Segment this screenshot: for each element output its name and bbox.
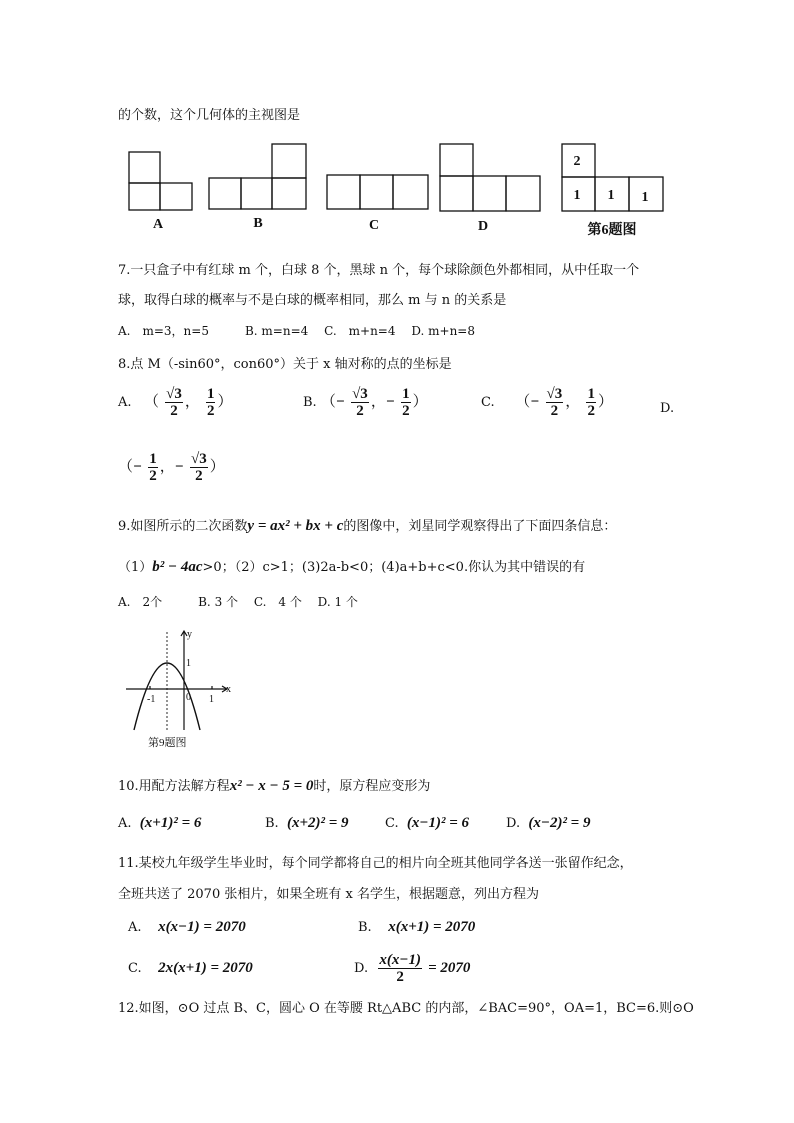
- q9-caption: 第9题图: [148, 737, 187, 749]
- q6-option-c: C: [368, 218, 380, 233]
- q8-option-b: B. （− $\frac{√3}{2}$ ，− $\frac{1}{2}$ ）: [303, 386, 428, 419]
- q9-tick-1: 1: [186, 658, 191, 669]
- q6-option-a: A: [152, 217, 164, 232]
- q6-option-b: B: [253, 216, 263, 231]
- q11-option-a: A. x(x−1) = 2070: [128, 919, 246, 935]
- q8-option-d: （− $\frac{1}{2}$ ，− $\frac{√3}{2}$ ）: [118, 451, 225, 484]
- q11-line2: 全班共送了 2070 张相片，如果全班有 x 名学生，根据题意，列出方程为: [118, 887, 539, 902]
- q9-options: A. 2个 B. 3 个 C. 4 个 D. 1 个: [118, 595, 358, 609]
- q6-figures: [0, 136, 794, 276]
- q7-options: A. m=3，n=5 B. m=n=4 C. m+n=4 D. m+n=8: [118, 324, 475, 338]
- q7-line1: 7.一只盒子中有红球 m 个，白球 8 个，黑球 n 个，每个球除颜色外都相同，从中任取一个: [118, 263, 640, 278]
- q9-conditions: （1）b² − 4ac>0；（2）c>1；(3)2a-b<0；(4)a+b+c<0.你认为其中错误的有: [118, 559, 586, 575]
- q6-option-d: D: [477, 219, 489, 234]
- q11-option-b: B. x(x+1) = 2070: [358, 919, 476, 935]
- q6-top-number: 1: [573, 188, 581, 203]
- q9-origin: 0: [186, 692, 191, 703]
- q10-option-b: B. (x+2)² = 9: [265, 815, 349, 831]
- q10-stem: 10.用配方法解方程x² − x − 5 = 0时，原方程应变形为: [118, 778, 431, 794]
- q6-stem-tail: 的个数，这个几何体的主视图是: [118, 108, 301, 123]
- q9-x-label: x: [226, 684, 231, 695]
- q8-option-d-label: D.: [660, 401, 675, 416]
- q7-line2: 球，取得白球的概率与不是白球的概率相同，那么 m 与 n 的关系是: [118, 293, 507, 308]
- q6-top-number: 1: [641, 190, 649, 205]
- q9-tick-neg1: -1: [147, 694, 156, 705]
- q12-line1: 12.如图，⊙O 过点 B、C，圆心 O 在等腰 Rt△ABC 的内部，∠BAC=90°，OA=1，BC=6.则⊙O: [118, 1001, 694, 1016]
- q11-option-c: C. 2x(x+1) = 2070: [128, 960, 253, 976]
- q6-caption: 第6题图: [587, 223, 637, 238]
- q6-top-number: 1: [607, 188, 615, 203]
- q8-option-a: A. （ $\frac{√3}{2}$ ， $\frac{1}{2}$ ）: [118, 386, 233, 419]
- q9-y-label: y: [187, 629, 192, 640]
- q9-x-one: 1: [209, 694, 214, 705]
- q10-option-d: D. (x−2)² = 9: [506, 815, 591, 831]
- q8-option-c: C. （− $\frac{√3}{2}$ ， $\frac{1}{2}$ ）: [481, 386, 613, 419]
- q10-option-c: C. (x−1)² = 6: [385, 815, 470, 831]
- q11-line1: 11.某校九年级学生毕业时，每个同学都将自己的相片向全班其他同学各送一张留作纪念，: [118, 856, 633, 871]
- q10-option-a: A. (x+1)² = 6: [118, 815, 202, 831]
- q11-option-d: D. $\frac{x(x-1)}{2}$ = 2070: [354, 952, 471, 985]
- q9-stem: 9.如图所示的二次函数y = ax² + bx + c的图像中，刘星同学观察得出了下面四条信息：: [118, 518, 617, 534]
- q8-stem: 8.点 M（-sin60°，con60°）关于 x 轴对称的点的坐标是: [118, 357, 452, 372]
- q6-top-number: 2: [573, 154, 581, 169]
- q9-graph: [122, 626, 252, 756]
